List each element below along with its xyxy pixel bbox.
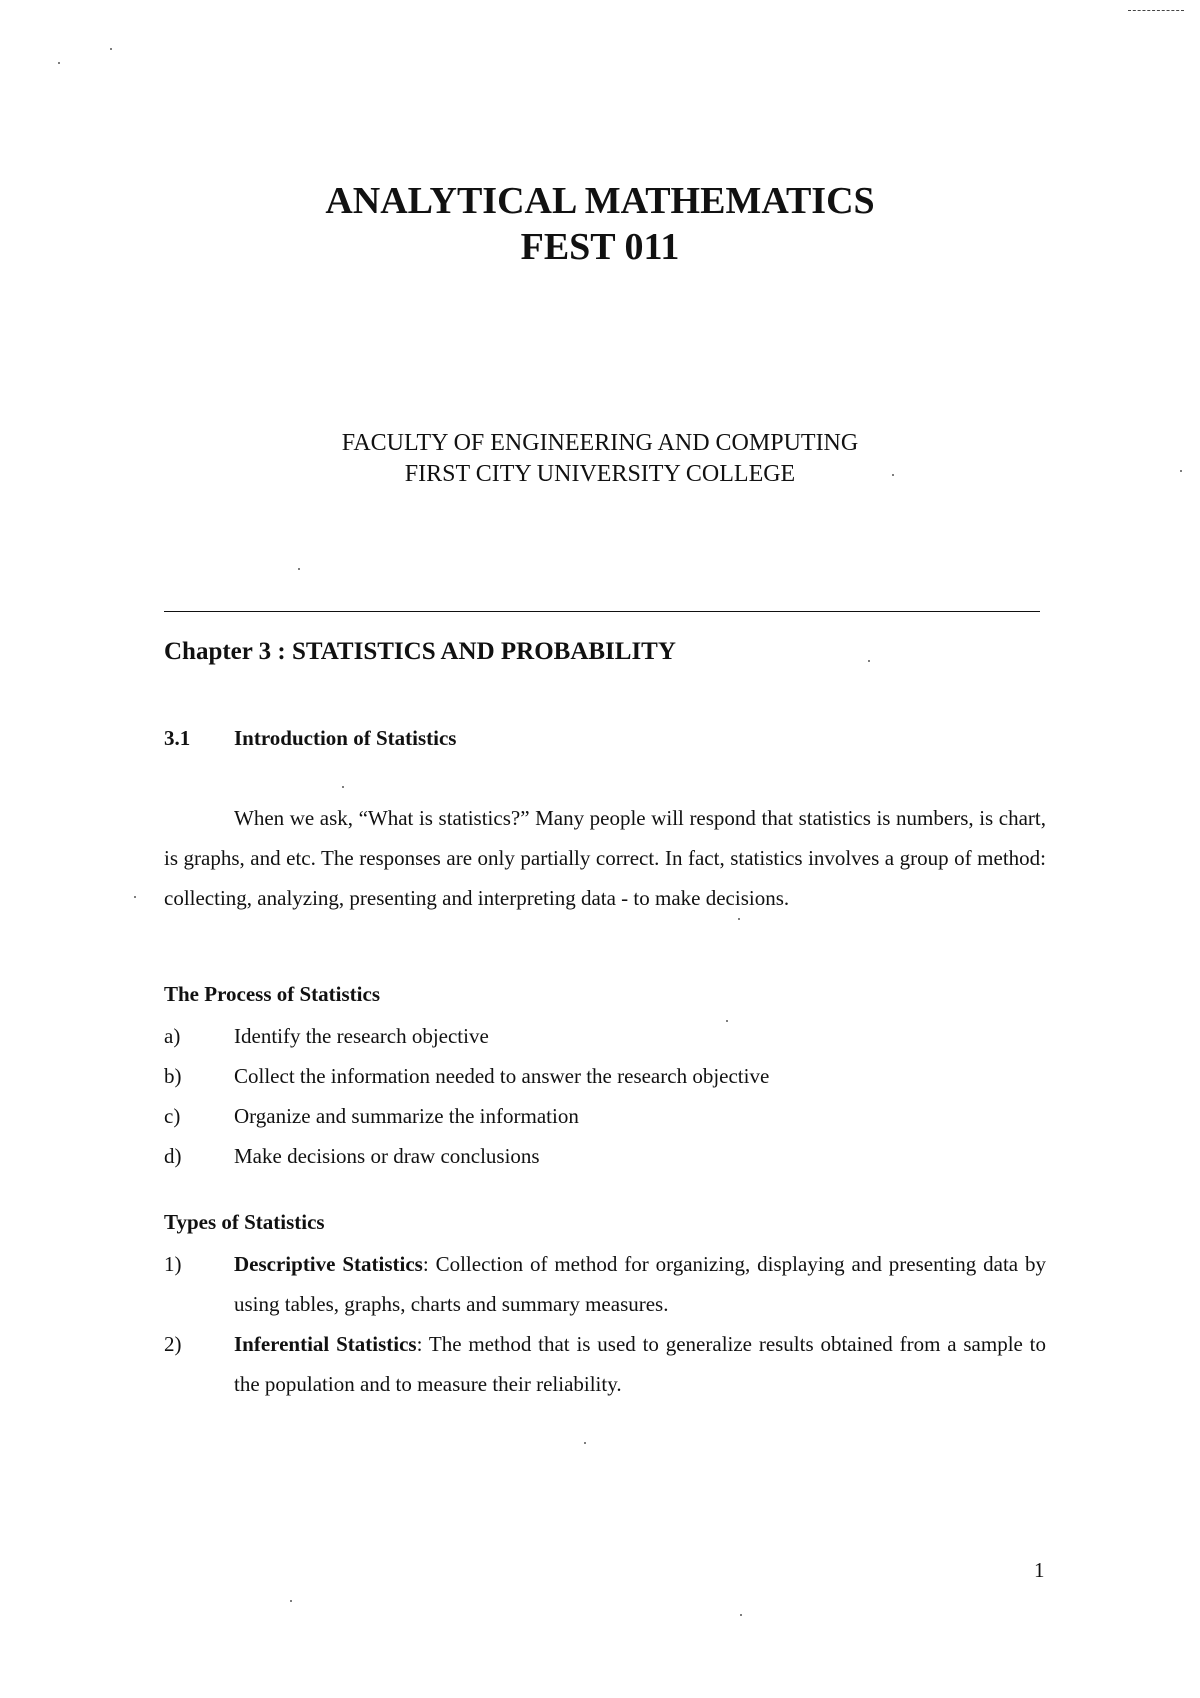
list-item — [164, 1056, 1046, 1096]
chapter-heading: Chapter 3 : STATISTICS AND PROBABILITY — [164, 638, 676, 665]
title-line-code: FEST 011 — [520, 226, 680, 268]
list-item — [164, 1136, 1046, 1176]
list-marker: 2) — [164, 1332, 182, 1356]
title-line-course: ANALYTICAL MATHEMATICS — [325, 180, 875, 222]
types-heading: Types of Statistics — [164, 1210, 325, 1234]
term-descriptive-statistics: Descriptive Statistics — [234, 1252, 423, 1276]
page-number: 1 — [1034, 1558, 1045, 1582]
section-title: Introduction of Statistics — [234, 726, 457, 750]
scan-artifact-line — [1128, 10, 1184, 12]
horizontal-rule — [164, 611, 1040, 612]
list-item-text: Collect the information needed to answer the research objective — [234, 1064, 770, 1088]
institution-name: FIRST CITY UNIVERSITY COLLEGE — [404, 461, 796, 487]
list-item-text: Identify the research objective — [234, 1024, 489, 1048]
list-item — [164, 1016, 1046, 1056]
list-marker: b) — [164, 1064, 182, 1088]
section-heading — [164, 726, 456, 751]
faculty-block — [0, 428, 1200, 490]
scan-speck — [58, 62, 60, 64]
scan-speck — [584, 1442, 586, 1444]
list-marker: c) — [164, 1104, 181, 1128]
intro-paragraph: When we ask, “What is statistics?” Many people will respond that statistics is numbers, is chart, is graphs, and etc. The responses are only partially correct. In fact, statistics involves a group of method: collecting, analyzing, presenting and interpreting data - to make decisions. — [164, 806, 1046, 910]
list-item-text: Organize and summarize the information — [234, 1104, 579, 1128]
scan-speck — [342, 786, 344, 788]
process-list — [164, 1016, 1046, 1176]
faculty-name: FACULTY OF ENGINEERING AND COMPUTING — [341, 430, 859, 456]
list-item — [164, 1096, 1046, 1136]
scan-speck — [738, 918, 740, 920]
list-marker: a) — [164, 1024, 181, 1048]
scan-speck — [110, 48, 112, 50]
term-inferential-statistics: Inferential Statistics — [234, 1332, 417, 1356]
list-item — [164, 1244, 1046, 1324]
list-marker: d) — [164, 1144, 182, 1168]
types-list — [164, 1244, 1046, 1404]
list-item-text: : The method that is used to generalize results obtained from a sample to the population and to measure their reliability. — [234, 1332, 1047, 1396]
list-marker: 1) — [164, 1252, 182, 1276]
scan-speck — [134, 896, 136, 898]
list-item — [164, 1324, 1046, 1404]
scan-speck — [298, 568, 300, 570]
scan-speck — [868, 660, 870, 662]
list-item-text: : Collection of method for organizing, displaying and presenting data by using tables, graphs, charts and summary measures. — [234, 1252, 1046, 1316]
document-title — [0, 178, 1200, 270]
scan-speck — [740, 1614, 742, 1616]
list-item-text: Make decisions or draw conclusions — [234, 1144, 540, 1168]
section-number: 3.1 — [164, 726, 191, 750]
scan-speck — [290, 1600, 292, 1602]
process-heading: The Process of Statistics — [164, 982, 380, 1006]
